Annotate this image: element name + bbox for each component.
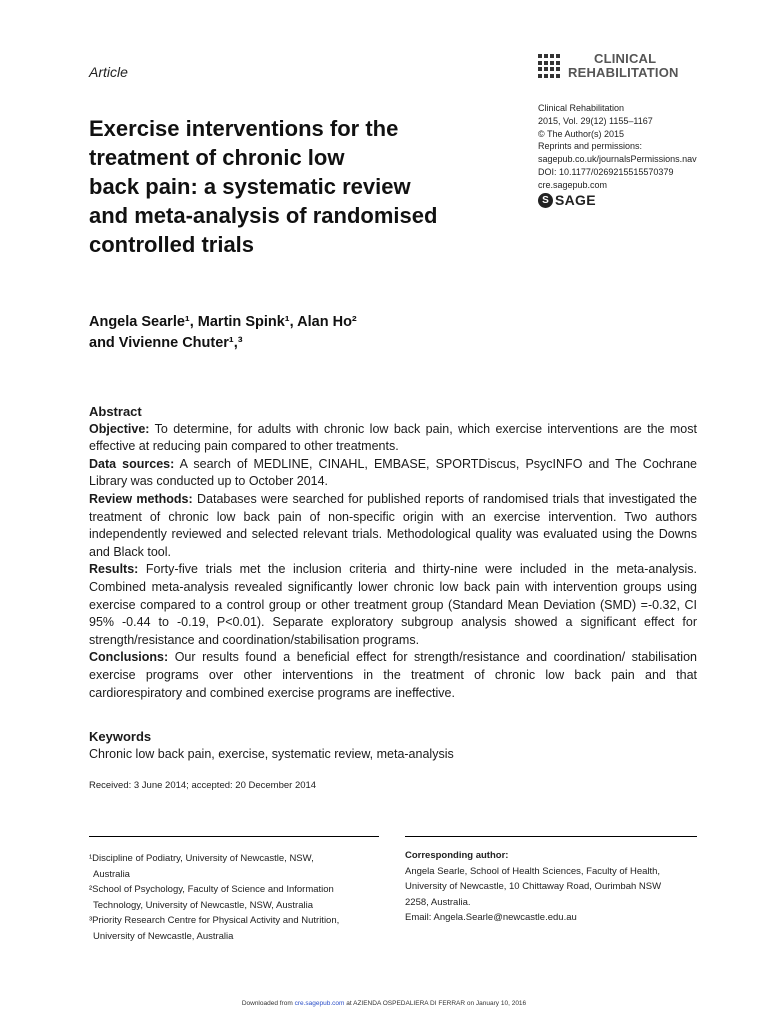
affiliation-line: Australia xyxy=(93,868,130,880)
permissions-link[interactable]: sagepub.co.uk/journalsPermissions.nav xyxy=(538,154,697,165)
corresponding-line: Angela Searle, School of Health Sciences, Faculty of Health, xyxy=(405,865,661,877)
section-text: A search of MEDLINE, CINAHL, EMBASE, SPORTDiscus, PsycINFO and The Cochrane Library was conducted up to October 2014. xyxy=(89,456,697,489)
doi[interactable]: DOI: 10.1177/0269215515570379 xyxy=(538,166,674,177)
section-label: Objective: xyxy=(89,421,150,436)
received-dates: Received: 3 June 2014; accepted: 20 December 2014 xyxy=(89,780,317,791)
affiliation-line: University of Newcastle, Australia xyxy=(93,930,234,942)
abstract-objective xyxy=(89,421,697,456)
journal-meta xyxy=(538,102,738,192)
section-text: Our results found a beneficial effect for strength/resistance and coordination/ stabilisation exercise programs over other interventions in the treatment of chronic low back pain and that cardiorespiratory and combined exercise programs are ineffective. xyxy=(89,650,697,700)
corresponding-author xyxy=(405,848,705,926)
journal-logo-line1: CLINICAL xyxy=(594,51,657,66)
author-list xyxy=(89,312,357,354)
affiliation-line: ¹Discipline of Podiatry, University of Newcastle, NSW, xyxy=(89,853,314,864)
sage-s-icon: S xyxy=(538,193,553,208)
article-title xyxy=(89,114,509,259)
abstract-review-methods xyxy=(89,491,697,561)
publisher-logo xyxy=(538,191,596,209)
article-type-label: Article xyxy=(89,64,128,80)
footer-prefix: Downloaded from xyxy=(241,1000,295,1007)
abstract-data-sources xyxy=(89,456,697,491)
keywords-heading: Keywords xyxy=(89,729,152,744)
authors-line: and Vivienne Chuter¹,³ xyxy=(89,335,243,351)
keywords-text: Chronic low back pain, exercise, systematic review, meta-analysis xyxy=(89,746,454,761)
section-label: Data sources: xyxy=(89,456,175,471)
section-label: Results: xyxy=(89,562,139,577)
title-line: and meta-analysis of randomised xyxy=(89,203,438,228)
journal-name: Clinical Rehabilitation xyxy=(538,103,625,113)
journal-logo-icon xyxy=(538,54,562,78)
affiliation-line: ²School of Psychology, Faculty of Science and Information xyxy=(89,884,334,895)
abstract-results xyxy=(89,561,697,649)
corresponding-line: University of Newcastle, 10 Chittaway Road, Ourimbah NSW xyxy=(405,881,662,892)
journal-site-link[interactable]: cre.sagepub.com xyxy=(538,179,608,190)
title-line: back pain: a systematic review xyxy=(89,174,411,199)
title-line: Exercise interventions for the xyxy=(89,116,399,141)
title-line: controlled trials xyxy=(89,232,255,257)
publisher-name: SAGE xyxy=(555,192,596,208)
corresponding-email[interactable]: Email: Angela.Searle@newcastle.edu.au xyxy=(405,912,577,923)
authors-line: Angela Searle¹, Martin Spink¹, Alan Ho² xyxy=(89,314,357,330)
copyright: © The Author(s) 2015 xyxy=(538,128,625,139)
section-text: To determine, for adults with chronic low back pain, which exercise interventions are the most effective at reducing pain compared to other treatments. xyxy=(89,421,697,454)
journal-logo xyxy=(538,52,708,84)
section-text: Databases were searched for published reports of randomised trials that investigated the treatment of chronic low back pain of non-specific origin with an exercise intervention. Two authors independently reviewed and selected relevant trials. Methodological quality was evaluated using the Downs and Black tool. xyxy=(89,491,697,559)
divider xyxy=(89,836,379,837)
affiliation-line: Technology, University of Newcastle, NSW, Australia xyxy=(93,899,313,911)
footer-link[interactable]: cre.sagepub.com xyxy=(294,1000,345,1007)
abstract-conclusions xyxy=(89,649,697,702)
keywords xyxy=(89,728,697,763)
reprints-label: Reprints and permissions: xyxy=(538,141,643,152)
download-footer xyxy=(0,1000,768,1007)
divider xyxy=(405,836,697,837)
journal-volume: 2015, Vol. 29(12) 1155–1167 xyxy=(538,115,653,126)
footer-suffix: at AZIENDA OSPEDALIERA DI FERRAR on January 10, 2016 xyxy=(344,1000,527,1007)
section-text: Forty-five trials met the inclusion criteria and thirty-nine were included in the meta-analysis. Combined meta-analysis revealed significantly lower chronic low back pain with intervention groups using exercise compared to a control group or other treatment group (Standard Mean Deviation (SMD) =-0.32, CI 95% -0.44 to -0.19, P<0.01). Separate exploratory subgroup analysis showed a significant effect for strength/resistance and coordination/stabilisation programs. xyxy=(89,562,697,647)
abstract-heading: Abstract xyxy=(89,404,142,419)
corresponding-line: 2258, Australia. xyxy=(405,896,471,908)
journal-logo-line2: REHABILITATION xyxy=(568,64,679,80)
affiliation-line: ³Priority Research Centre for Physical Activity and Nutrition, xyxy=(89,915,340,926)
section-label: Review methods: xyxy=(89,491,193,506)
title-line: treatment of chronic low xyxy=(89,145,345,170)
corresponding-heading: Corresponding author: xyxy=(405,850,509,861)
affiliations xyxy=(89,851,389,944)
section-label: Conclusions: xyxy=(89,650,169,665)
abstract xyxy=(89,403,697,702)
